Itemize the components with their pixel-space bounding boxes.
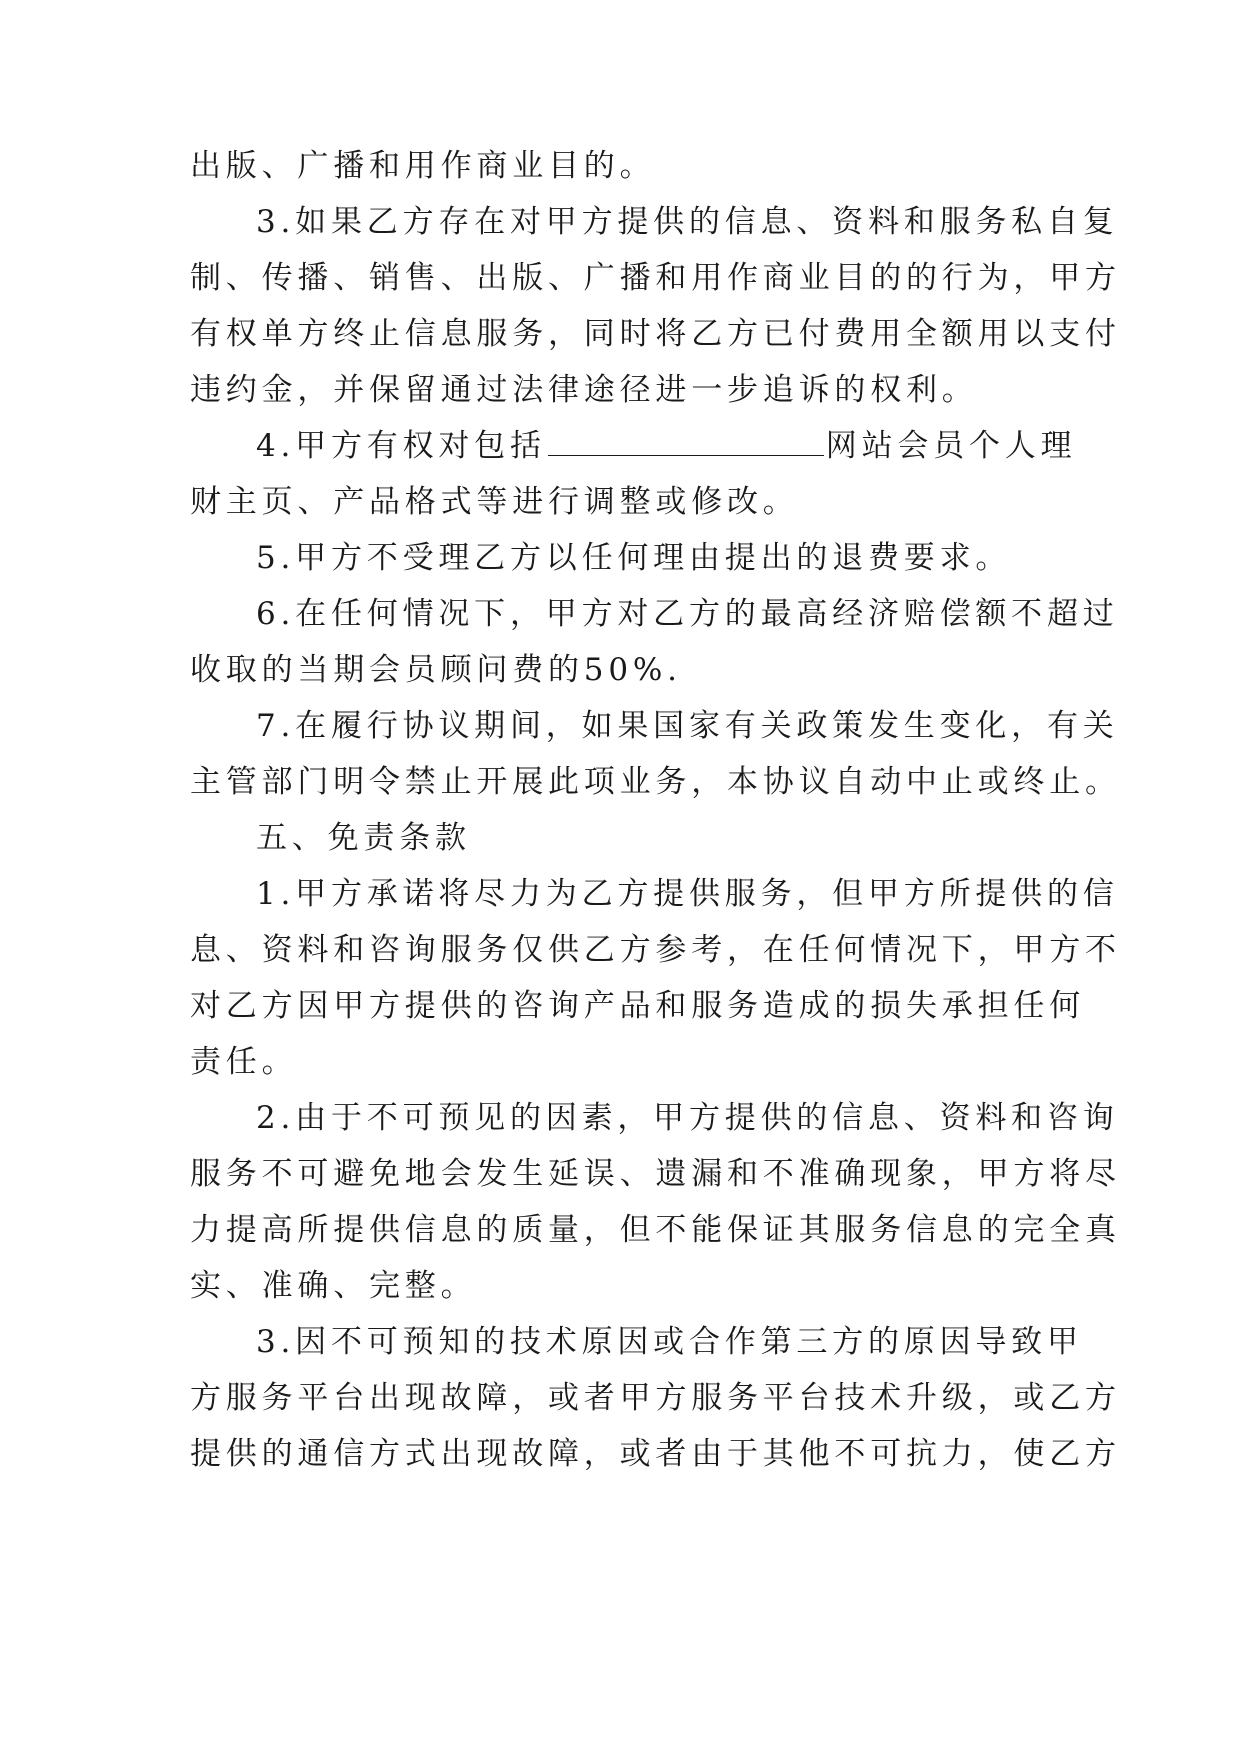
text-line: 3.因不可预知的技术原因或合作第三方的原因导致甲 [256,1324,1083,1360]
text-line: 收取的当期会员顾问费的50%. [190,652,682,688]
text-line: 5.甲方不受理乙方以任何理由提出的退费要求。 [256,540,1012,576]
text-line: 3.如果乙方存在对甲方提供的信息、资料和服务私自复 [256,204,1119,240]
text-line: 力提高所提供信息的质量，但不能保证其服务信息的完全真 [190,1212,1121,1248]
text-line: 提供的通信方式出现故障，或者由于其他不可抗力，使乙方 [190,1436,1121,1472]
text-line: 6.在任何情况下，甲方对乙方的最高经济赔偿额不超过 [256,596,1119,632]
text-line: 财主页、产品格式等进行调整或修改。 [190,484,799,520]
text-line: 2.由于不可预见的因素，甲方提供的信息、资料和咨询 [256,1100,1119,1136]
text-line: 对乙方因甲方提供的咨询产品和服务造成的损失承担任何 [190,988,1085,1024]
text-line: 主管部门明令禁止开展此项业务，本协议自动中止或终止。 [190,764,1121,800]
text-line: 服务不可避免地会发生延误、遗漏和不准确现象，甲方将尽 [190,1156,1121,1192]
text-segment: 4.甲方有权对包括 [256,428,546,464]
text-line: 息、资料和咨询服务仅供乙方参考，在任何情况下，甲方不 [190,932,1121,968]
text-line: 7.在履行协议期间，如果国家有关政策发生变化，有关 [256,708,1119,744]
text-line: 违约金，并保留通过法律途径进一步追诉的权利。 [190,372,978,408]
text-line: 有权单方终止信息服务，同时将乙方已付费用全额用以支付 [190,316,1121,352]
section-heading: 五、免责条款 [256,820,471,856]
text-line: 责任。 [190,1044,298,1080]
text-line: 1.甲方承诺将尽力为乙方提供服务，但甲方所提供的信 [256,876,1119,912]
text-line: 制、传播、销售、出版、广播和用作商业目的的行为，甲方 [190,260,1121,296]
text-line: 方服务平台出现故障，或者甲方服务平台技术升级，或乙方 [190,1380,1121,1416]
fill-in-blank [548,425,824,456]
text-line: 出版、广播和用作商业目的。 [190,148,656,184]
text-line: 实、准确、完整。 [190,1268,477,1304]
text-segment: 网站会员个人理 [825,428,1077,464]
text-line-with-blank [256,422,1136,470]
